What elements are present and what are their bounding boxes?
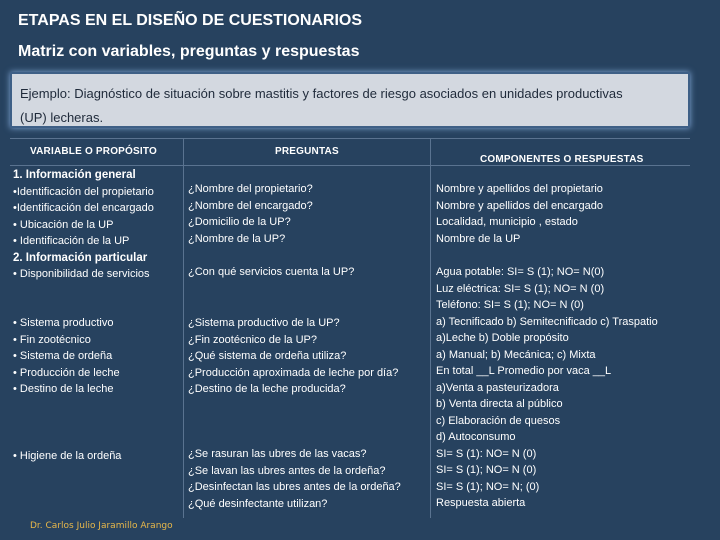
header-divider — [10, 165, 690, 166]
list-item: ¿Desinfectan las ubres antes de la ordeña? — [188, 481, 401, 493]
list-item: • Sistema productivo — [13, 317, 114, 329]
preguntas-group-3 — [188, 315, 398, 398]
column-divider-2 — [430, 138, 431, 518]
group-title-general: 1. Información general — [13, 169, 136, 181]
page-title: ETAPAS EN EL DISEÑO DE CUESTIONARIOS — [18, 12, 363, 29]
list-item: ¿Qué sistema de ordeña utiliza? — [188, 350, 347, 362]
list-item: • Disponibilidad de servicios — [13, 268, 150, 280]
preguntas-group-1 — [188, 181, 313, 247]
list-item: Agua potable: SI= S (1); NO= N(0) — [436, 266, 605, 278]
preguntas-group-4 — [188, 446, 401, 512]
list-item: Nombre y apellidos del propietario — [436, 183, 603, 195]
list-item: SI= S (1); NO= N; (0) — [436, 480, 540, 493]
respuestas-group-1 — [436, 181, 603, 247]
author-footer: Dr. Carlos Julio Jaramillo Arango — [30, 521, 173, 531]
column-divider-1 — [183, 138, 184, 518]
group-title-particular: 2. Información particular — [13, 251, 148, 264]
preguntas-group-2 — [188, 264, 354, 281]
list-item: • Identificación de la UP — [13, 235, 130, 247]
list-item: ¿Fin zootécnico de la UP? — [188, 333, 318, 346]
list-item: Nombre y apellidos del encargado — [436, 199, 603, 212]
list-item: ¿Se rasuran las ubres de las vacas? — [188, 448, 367, 460]
header-componentes: COMPONENTES O RESPUESTAS — [480, 154, 644, 165]
list-item: • Ubicación de la UP — [13, 218, 114, 231]
list-item: Teléfono: SI= S (1); NO= N (0) — [436, 299, 584, 311]
list-item: •Identificación del encargado — [13, 202, 154, 214]
list-item: b) Venta directa al público — [436, 398, 563, 410]
list-item: a)Venta a pasteurizadora — [436, 381, 559, 394]
example-line-1: Ejemplo: Diagnóstico de situación sobre mastitis y factores de riesgo asociados en unidades productivas — [20, 86, 623, 101]
list-item: SI= S (1); NO= N (0) — [436, 464, 537, 476]
example-line-2: (UP) lecheras. — [20, 110, 104, 125]
list-item: • Fin zootécnico — [13, 333, 91, 346]
header-variable: VARIABLE O PROPÓSITO — [30, 146, 157, 157]
list-item: ¿Domicilio de la UP? — [188, 216, 291, 228]
list-item: •Identificación del propietario — [13, 185, 154, 198]
list-item: En total __L Promedio por vaca __L — [436, 365, 612, 377]
list-item: Respuesta abierta — [436, 497, 526, 509]
list-item: • Destino de la leche — [13, 383, 114, 395]
list-item: a) Tecnificado b) Semitecnificado c) Traspatio — [436, 315, 658, 328]
example-box — [10, 72, 690, 128]
list-item: ¿Con qué servicios cuenta la UP? — [188, 266, 355, 278]
list-item: • Sistema de ordeña — [13, 350, 113, 362]
list-item: Luz eléctrica: SI= S (1); NO= N (0) — [436, 282, 605, 295]
list-item: a) Manual; b) Mecánica; c) Mixta — [436, 348, 596, 361]
list-item: c) Elaboración de quesos — [436, 414, 561, 427]
list-item: a)Leche b) Doble propósito — [436, 332, 569, 344]
variable-group-4 — [13, 448, 121, 465]
respuestas-group-2 — [436, 264, 658, 512]
list-item: • Higiene de la ordeña — [13, 450, 122, 462]
list-item: • Producción de leche — [13, 366, 120, 379]
page-subtitle: Matriz con variables, preguntas y respuestas — [18, 43, 360, 60]
list-item: ¿Destino de la leche producida? — [188, 383, 346, 395]
header-preguntas: PREGUNTAS — [275, 146, 339, 157]
list-item: ¿Sistema productivo de la UP? — [188, 317, 340, 329]
list-item: ¿Nombre del encargado? — [188, 199, 313, 212]
variable-column — [13, 167, 154, 283]
list-item: Localidad, municipio , estado — [436, 216, 578, 228]
list-item: d) Autoconsumo — [436, 431, 516, 443]
list-item: ¿Nombre del propietario? — [188, 183, 313, 195]
list-item: ¿Nombre de la UP? — [188, 232, 286, 245]
table-top-border — [10, 138, 690, 139]
list-item: ¿Qué desinfectante utilizan? — [188, 497, 328, 510]
variable-group-3 — [13, 315, 120, 398]
list-item: Nombre de la UP — [436, 232, 521, 245]
list-item: SI= S (1): NO= N (0) — [436, 447, 537, 460]
list-item: ¿Se lavan las ubres antes de la ordeña? — [188, 464, 386, 477]
list-item: ¿Producción aproximada de leche por día? — [188, 366, 399, 379]
